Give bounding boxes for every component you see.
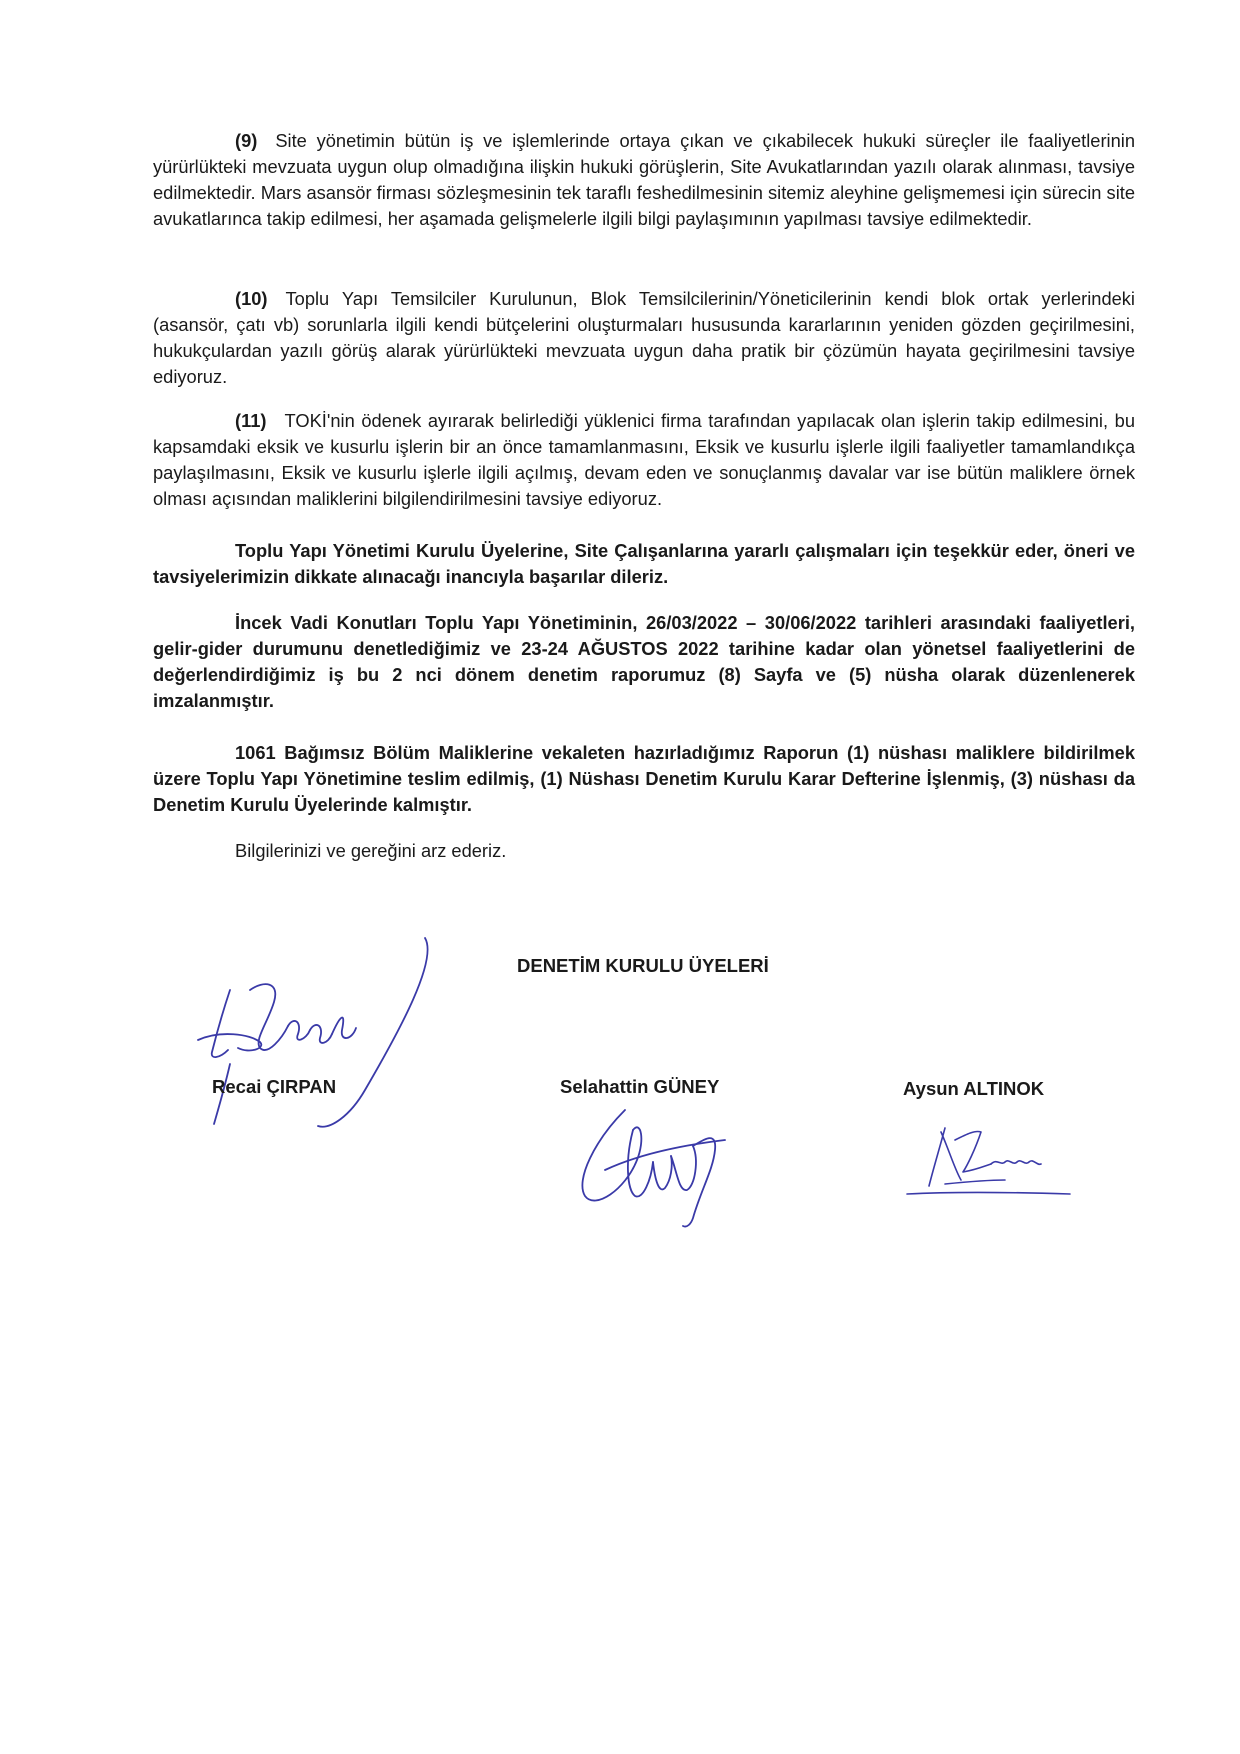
thanks-paragraph [153, 538, 1135, 590]
paragraph-11-text: TOKİ'nin ödenek ayırarak belirlediği yüklenici firma tarafından yapılacak olan işlerin takip edilmesini, bu kapsamdaki eksik ve kusurlu işlerin bir an önce tamamlanmasını, Eksik ve kusurlu işlerle ilgili faaliyetler tamamlandıkça paylaşılmasını, Eksik ve kusurlu işlerle ilgili açılmış, devam eden ve sonuçlanmış davalar var ise bütün maliklere örnek olması açısından maliklerini bilgilendirilmesini tavsiye ediyoruz. [153, 410, 1135, 509]
distribution-paragraph [153, 740, 1135, 818]
report-statement-text: İncek Vadi Konutları Toplu Yapı Yönetiminin, 26/03/2022 – 30/06/2022 tarihleri arasındaki faaliyetleri, gelir-gider durumunu denetlediğimiz ve 23-24 AĞUSTOS 2022 tarihine kadar olan yönetsel faaliyetlerini de değerlendirdiğimiz iş bu 2 nci dönem denetim raporumuz (8) Sayfa ve (5) nüsha olarak düzenlenerek imzalanmıştır. [153, 612, 1135, 711]
paragraph-9-number: (9) [235, 130, 258, 151]
paragraph-10-text: Toplu Yapı Temsilciler Kurulunun, Blok Temsilcilerinin/Yöneticilerinin kendi blok ortak yerlerindeki (asansör, çatı vb) sorunlarla ilgili kendi bütçelerini oluşturmaları hususunda kararlarının yeniden gözden geçirilmesini, hukukçulardan yazılı görüş alarak yürürlükteki mevzuata uygun daha pratik bir çözümün hayata geçirilmesini tavsiye ediyoruz. [153, 288, 1135, 387]
paragraph-10-number: (10) [235, 288, 268, 309]
paragraph-11-number: (11) [235, 410, 267, 431]
distribution-text: 1061 Bağımsız Bölüm Maliklerine vekaleten hazırladığımız Raporun (1) nüshası maliklere bildirilmek üzere Toplu Yapı Yönetimine teslim edilmiş, (1) Nüshası Denetim Kurulu Karar Defterine İşlenmiş, (3) nüshası da Denetim Kurulu Üyelerinde kalmıştır. [153, 742, 1135, 815]
member-name-selahattin-guney: Selahattin GÜNEY [560, 1076, 720, 1097]
paragraph-9-text: Site yönetimin bütün iş ve işlemlerinde ortaya çıkan ve çıkabilecek hukuki süreçler ile faaliyetlerinin yürürlükteki mevzuata uygun olup olmadığına ilişkin hukuki görüşlerin, Site Avukatlarından yazılı olarak alınması, tavsiye edilmektedir. Mars asansör firması sözleşmesinin tek taraflı feshedilmesinin sitemiz aleyhine gelişmemesi için sürecin site avukatlarınca takip edilmesi, her aşamada gelişmelerle ilgili bilgi paylaşımının yapılması tavsiye edilmektedir. [153, 130, 1135, 229]
member-name-aysun-altinok: Aysun ALTINOK [903, 1078, 1045, 1099]
closing-text: Bilgilerinizi ve gereğini arz ederiz. [235, 840, 507, 861]
signature-aysun-altinok [905, 1110, 1085, 1205]
report-statement-paragraph [153, 610, 1135, 714]
board-heading: DENETİM KURULU ÜYELERİ [517, 955, 769, 976]
paragraph-9 [153, 128, 1135, 232]
thanks-text: Toplu Yapı Yönetimi Kurulu Üyelerine, Site Çalışanlarına yararlı çalışmaları için teşekkür eder, öneri ve tavsiyelerimizin dikkate alınacağı inancıyla başarılar dileriz. [153, 540, 1135, 587]
signature-selahattin-guney [575, 1100, 735, 1230]
member-name-recai-cirpan: Recai ÇIRPAN [212, 1076, 337, 1097]
paragraph-10 [153, 286, 1135, 390]
closing-paragraph [153, 838, 1135, 864]
paragraph-11 [153, 408, 1135, 512]
signature-recai-cirpan [190, 930, 450, 1130]
